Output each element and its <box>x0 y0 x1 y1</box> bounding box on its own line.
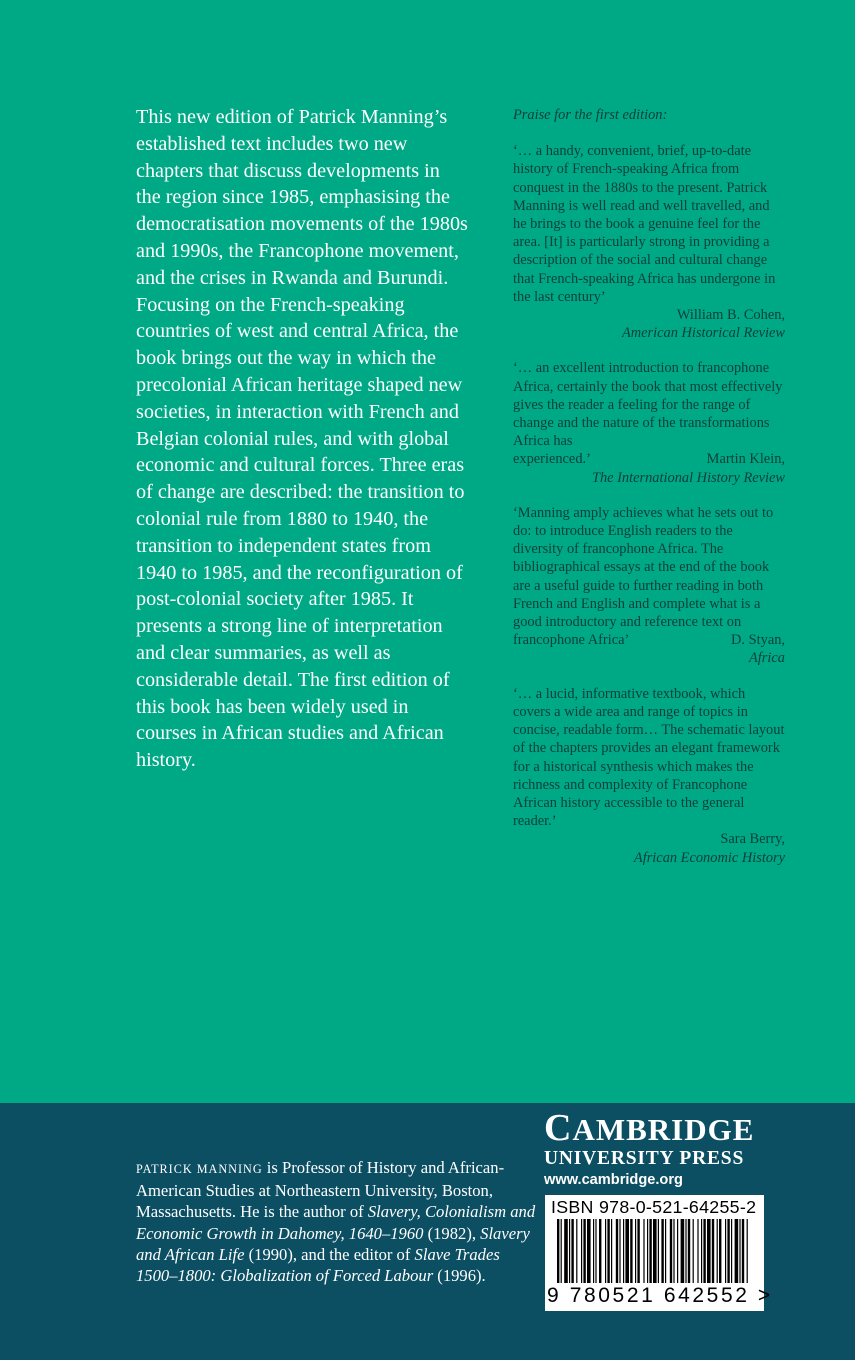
quote-author: Martin Klein, <box>706 451 785 468</box>
barcode-bar <box>649 1219 651 1283</box>
publisher-name: CAMBRIDGE <box>544 1107 755 1149</box>
barcode-bar <box>623 1219 624 1283</box>
quote-text: ‘… a lucid, informative textbook, which covers a wide area and range of topics in concise, readable form… The schematic layout of the chapters provides an elegant framework for a historical synthesis which makes the richness and complexity of Francophone African history accessible to the general reader.’ <box>513 685 785 830</box>
author-bio <box>136 1157 536 1286</box>
barcode-bar <box>703 1219 705 1283</box>
book-title: Slavery, Colonialism and Economic Growth in Dahomey, 1640–1960 <box>136 1202 536 1243</box>
barcode-bar <box>681 1219 685 1283</box>
quote-text: ‘… a handy, convenient, brief, up-to-date history of French-speaking Africa from conquest in the 1880s to the present. Patrick Manning is well read and well travelled, and he brings to the book a genuine feel for the area. [It] is particularly strong in providing a description of the social and cultural change that French-speaking Africa has undergone in the last century’ <box>513 143 776 305</box>
barcode-bar <box>583 1219 585 1283</box>
bio-text: (1982), <box>423 1223 481 1243</box>
barcode-bar <box>564 1219 568 1283</box>
praise-heading: Praise for the first edition: <box>513 107 668 123</box>
publisher-press: UNIVERSITY PRESS <box>544 1148 745 1169</box>
barcode-bar <box>630 1219 632 1283</box>
barcode-bar <box>595 1219 596 1283</box>
quote-text: ‘Manning amply achieves what he sets out to do: to introduce English readers to the diversity of francophone Africa. The bibliographical essays at the end of the book are a useful guide to further reading in both French and English and complete what is a good introductory and reference text on <box>513 504 774 631</box>
bio-text: (1990), and the editor of <box>244 1244 415 1264</box>
barcode-bar <box>643 1219 644 1283</box>
barcode-bar <box>670 1219 672 1283</box>
barcode-bar <box>593 1219 594 1283</box>
quote-author: Sara Berry, <box>720 831 785 848</box>
review-quote <box>513 685 785 867</box>
barcode-bar <box>571 1219 573 1283</box>
quote-source: Africa <box>749 650 785 667</box>
barcode-bar <box>653 1219 657 1283</box>
barcode-bar <box>569 1219 570 1283</box>
barcode-bar <box>607 1219 609 1283</box>
barcode-bar <box>725 1219 726 1283</box>
isbn-barcode <box>545 1195 773 1311</box>
barcode-bar <box>587 1219 591 1283</box>
barcode-bar <box>712 1219 714 1283</box>
barcode-bar <box>661 1219 663 1283</box>
review-quote <box>513 504 785 668</box>
barcode-bar <box>677 1219 678 1283</box>
barcode-bar <box>635 1219 636 1283</box>
barcode-bar <box>557 1219 559 1283</box>
quote-source: The International History Review <box>591 469 785 486</box>
barcode-bar <box>707 1219 711 1283</box>
barcode-bar <box>685 1219 686 1283</box>
barcode-bar <box>611 1219 612 1283</box>
quote-text: ‘… an excellent introduction to francophone Africa, certainly the book that most effectively gives the reader a feeling for the range of change and the nature of the transformations Africa has <box>513 360 783 450</box>
barcode-bar <box>637 1219 639 1283</box>
book-title: Slavery and African Life <box>136 1223 530 1264</box>
quote-author: D. Styan, <box>731 632 785 649</box>
barcode-bar <box>701 1219 702 1283</box>
publisher-url: www.cambridge.org <box>544 1172 683 1188</box>
barcode-bar <box>619 1219 620 1283</box>
quote-author: William B. Cohen, <box>676 307 785 324</box>
review-quote <box>513 142 785 342</box>
book-title: Slave Trades 1500–1800: Globalization of Forced Labour <box>136 1244 500 1286</box>
barcode-bar <box>665 1219 666 1283</box>
barcode-bar <box>561 1219 562 1283</box>
barcode-bar <box>735 1219 739 1283</box>
barcode-bar <box>673 1219 674 1283</box>
barcode-bar <box>616 1219 618 1283</box>
barcode-bar <box>727 1219 729 1283</box>
quote-last-line: experienced.’ <box>513 451 591 468</box>
barcode-bar <box>647 1219 648 1283</box>
praise-column <box>513 106 785 884</box>
barcode-bar <box>599 1219 601 1283</box>
barcode-bar <box>693 1219 694 1283</box>
barcode-bar <box>719 1219 721 1283</box>
barcode-bar <box>605 1219 606 1283</box>
barcode-bar <box>625 1219 629 1283</box>
barcode-bar <box>576 1219 577 1283</box>
book-description: This new edition of Patrick Manning’s established text includes two new chapters that discuss developments in the region since 1985, emphasising the democratisation movements of the 1980s and 1990s, the Francophone movement, and the crises in Rwanda and Burundi. Focusing on the French-speaking countries of west and central Africa, the book brings out the way in which the precolonial African heritage shaped new societies, in interaction with French and Belgian colonial rules, and with global economic and cultural forces. Three eras of change are described: the transition to colonial rule from 1880 to 1940, the transition to independent states from 1940 to 1985, and the reconfiguration of post-colonial society after 1985. It presents a strong line of interpretation and clear summaries, as well as considerable detail. The first edition of this book has been widely used in courses in African studies and African history. <box>136 106 468 772</box>
barcode-bar <box>717 1219 718 1283</box>
isbn-label: ISBN 978-0-521-64255-2 <box>551 1197 757 1217</box>
quote-source: African Economic History <box>633 849 785 866</box>
barcode-bar <box>581 1219 582 1283</box>
barcode-bar <box>731 1219 732 1283</box>
quote-source: American Historical Review <box>621 325 785 342</box>
barcode-bar <box>697 1219 698 1283</box>
barcode-bar <box>658 1219 659 1283</box>
barcode-bar <box>739 1219 740 1283</box>
quote-last-line: francophone Africa’ <box>513 632 630 649</box>
barcode-number: 9 780521 642552 > <box>547 1284 773 1307</box>
bio-text: is Professor of History and African-American Studies at Northeastern University, Boston, Massachusetts. He is the author of <box>136 1158 505 1222</box>
barcode-bar <box>688 1219 690 1283</box>
barcode-bar <box>742 1219 744 1283</box>
bio-text: (1996). <box>433 1266 486 1286</box>
barcode-bar <box>747 1219 748 1283</box>
review-quote <box>513 359 785 486</box>
author-name: PATRICK MANNING <box>136 1162 263 1176</box>
publisher-logo <box>544 1107 769 1190</box>
